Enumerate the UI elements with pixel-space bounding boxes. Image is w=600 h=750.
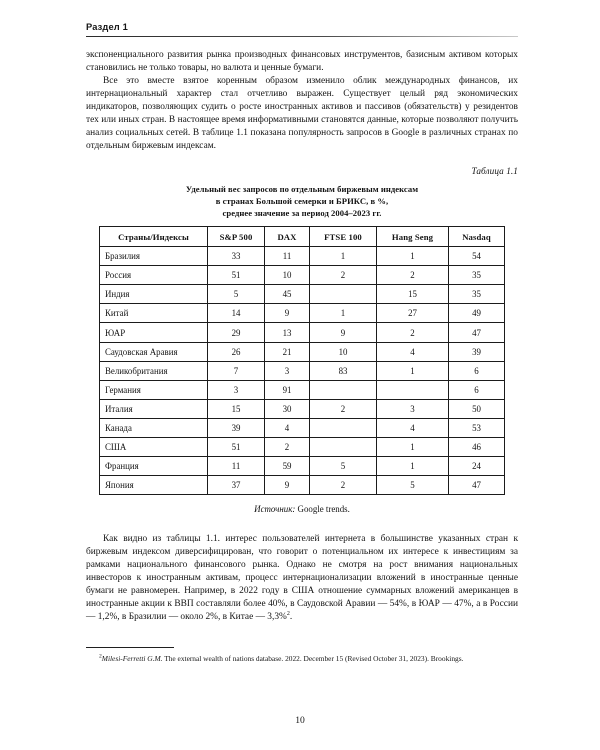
table-cell-value	[310, 380, 377, 399]
table-cell-value: 27	[377, 304, 449, 323]
table-cell-value: 39	[208, 418, 265, 437]
table-row	[100, 285, 505, 304]
body-paragraph-2: Все это вместе взятое коренным образом изменило облик международных финансов, их интернациональный характер стал отчетливо выражен. Существует целый ряд экономических индикаторов, позволяющих судить о росте иностранных активов и пассивов (обязательств) у резидентов тех или иных стран. В настоящее время информативными становятся данные, которые позволяют получить анализ социальных сетей. В таблице 1.1 показана популярность запросов в Google в различных странах по отдельным биржевым индексам.	[86, 76, 518, 152]
table-cell-value: 49	[449, 304, 505, 323]
table-row	[100, 418, 505, 437]
table-cell-value: 2	[310, 476, 377, 495]
table-cell-country: Китай	[100, 304, 208, 323]
after-table-paragraph-text: Как видно из таблицы 1.1. интерес пользователей интернета в большинстве указанных стран к биржевым индексом диверсифицирован, что говорит о потенциальном их интересе к инвестициям за рамками национального финансового рынка. Однако не смотря на рост внимания национальных инвесторов к иностранным активам, процесс интернационализации вложений в иностранные ценные бумаги не равномерен. Например, в 2022 году в США отношение суммарных вложений американцев в иностранные акции к ВВП составляли более 40%, в Саудовской Аравии — 54%, в ЮАР — 47%, а в России — 1,2%, в Бразилии — около 2%, в Китае — 3,3%	[86, 533, 518, 623]
table-cell-value: 53	[449, 418, 505, 437]
table-cell-country: Япония	[100, 476, 208, 495]
table-cell-value: 35	[449, 285, 505, 304]
table-cell-value: 39	[449, 342, 505, 361]
table-cell-country: Великобритания	[100, 361, 208, 380]
page-folio	[0, 715, 600, 726]
table-cell-value: 14	[208, 304, 265, 323]
table-cell-value: 9	[265, 304, 310, 323]
running-head-rule	[86, 36, 518, 37]
body-paragraph-1: экспоненциального развития рынка производных финансовых инструментов, базисным активом которых становились не только товары, но валюта и ценные бумаги.	[86, 50, 518, 74]
after-table-paragraph-tail: .	[289, 612, 293, 623]
table-cell-value: 30	[265, 399, 310, 418]
table-cell-value: 2	[377, 266, 449, 285]
table-row	[100, 323, 505, 342]
footnote-text	[86, 654, 518, 664]
table-col-header-index-1: S&P 500	[208, 227, 265, 247]
table-cell-value: 6	[449, 380, 505, 399]
table-cell-value: 47	[449, 323, 505, 342]
page-number: 10	[295, 715, 305, 726]
table-cell-value: 3	[377, 399, 449, 418]
table-cell-value: 50	[449, 399, 505, 418]
table-caption-line-3: среднее значение за период 2004–2023 гг.	[222, 208, 382, 219]
table-cell-value: 54	[449, 247, 505, 266]
table-cell-value: 15	[377, 285, 449, 304]
table-cell-country: США	[100, 438, 208, 457]
table-cell-value: 13	[265, 323, 310, 342]
table-cell-value: 1	[377, 438, 449, 457]
table-cell-value: 46	[449, 438, 505, 457]
table-cell-value: 2	[377, 323, 449, 342]
table-cell-value	[310, 438, 377, 457]
table-cell-value: 9	[265, 476, 310, 495]
table-cell-value: 11	[208, 457, 265, 476]
table-caption	[86, 183, 518, 220]
table-cell-value	[310, 418, 377, 437]
table-cell-value: 33	[208, 247, 265, 266]
table-cell-value: 5	[310, 457, 377, 476]
table-col-header-country: Страны/Индексы	[100, 227, 208, 247]
table-cell-value: 51	[208, 438, 265, 457]
table-source-note	[86, 504, 518, 514]
table-source-label: Источник:	[254, 503, 296, 514]
table-caption-line-1: Удельный вес запросов по отдельным биржевым индексам	[185, 183, 419, 194]
table-cell-value: 11	[265, 247, 310, 266]
table-cell-value: 1	[377, 457, 449, 476]
table-col-header-index-3: FTSE 100	[310, 227, 377, 247]
table-cell-value: 1	[377, 361, 449, 380]
table-cell-value: 59	[265, 457, 310, 476]
table-row	[100, 304, 505, 323]
table-cell-country: Саудовская Аравия	[100, 342, 208, 361]
table-row	[100, 247, 505, 266]
table-cell-country: Индия	[100, 285, 208, 304]
table-cell-value: 6	[449, 361, 505, 380]
table-col-header-index-2: DAX	[265, 227, 310, 247]
table-cell-value	[310, 285, 377, 304]
table-cell-value: 3	[265, 361, 310, 380]
table-cell-country: Германия	[100, 380, 208, 399]
table-row	[100, 342, 505, 361]
table-cell-value: 51	[208, 266, 265, 285]
table-cell-value: 10	[310, 342, 377, 361]
table-row	[100, 438, 505, 457]
footnote-separator-rule	[86, 647, 174, 648]
table-cell-country: Канада	[100, 418, 208, 437]
table-caption-line-2: в странах Большой семерки и БРИКС, в %,	[215, 196, 389, 207]
table-cell-value: 4	[377, 342, 449, 361]
table-cell-value: 26	[208, 342, 265, 361]
table-cell-value: 5	[377, 476, 449, 495]
table-number-label: Таблица 1.1	[471, 165, 518, 176]
table-cell-value: 5	[208, 285, 265, 304]
table-cell-value: 2	[265, 438, 310, 457]
table-row	[100, 476, 505, 495]
table-cell-country: Россия	[100, 266, 208, 285]
table-row	[100, 361, 505, 380]
table-col-header-index-5: Nasdaq	[449, 227, 505, 247]
footnote-mark: 2	[99, 653, 102, 660]
table-cell-value: 45	[265, 285, 310, 304]
table-row	[100, 457, 505, 476]
table-cell-value: 1	[310, 247, 377, 266]
table-row	[100, 266, 505, 285]
table-cell-value: 2	[310, 266, 377, 285]
table-cell-value: 47	[449, 476, 505, 495]
table-cell-value: 1	[310, 304, 377, 323]
table-cell-value: 37	[208, 476, 265, 495]
table-cell-value: 83	[310, 361, 377, 380]
table-cell-country: Италия	[100, 399, 208, 418]
running-head: Раздел 1	[86, 22, 128, 32]
table-cell-value: 9	[310, 323, 377, 342]
table-cell-value: 21	[265, 342, 310, 361]
table-cell-value: 10	[265, 266, 310, 285]
table-cell-value: 24	[449, 457, 505, 476]
footnote-reference-mark: 2	[286, 610, 290, 617]
footnote-author: Milesi-Ferretti G.M.	[101, 653, 163, 663]
table-col-header-index-4: Hang Seng	[377, 227, 449, 247]
table-cell-value	[377, 380, 449, 399]
table-header-row	[100, 227, 505, 247]
table-cell-value: 15	[208, 399, 265, 418]
table-cell-country: Франция	[100, 457, 208, 476]
table-cell-value: 1	[377, 247, 449, 266]
table-cell-value: 91	[265, 380, 310, 399]
table-row	[100, 399, 505, 418]
index-query-share-table	[99, 226, 505, 495]
table-cell-value: 7	[208, 361, 265, 380]
table-cell-value: 2	[310, 399, 377, 418]
table-cell-value: 4	[377, 418, 449, 437]
after-table-paragraph	[86, 533, 518, 624]
table-cell-value: 35	[449, 266, 505, 285]
table-source-value: Google trends.	[297, 503, 350, 514]
footnote-body: The external wealth of nations database. 2022. December 15 (Revised October 31, 2023). Brookings.	[162, 653, 464, 663]
table-cell-country: ЮАР	[100, 323, 208, 342]
table-cell-value: 29	[208, 323, 265, 342]
table-cell-value: 4	[265, 418, 310, 437]
table-cell-country: Бразилия	[100, 247, 208, 266]
table-row	[100, 380, 505, 399]
table-cell-value: 3	[208, 380, 265, 399]
